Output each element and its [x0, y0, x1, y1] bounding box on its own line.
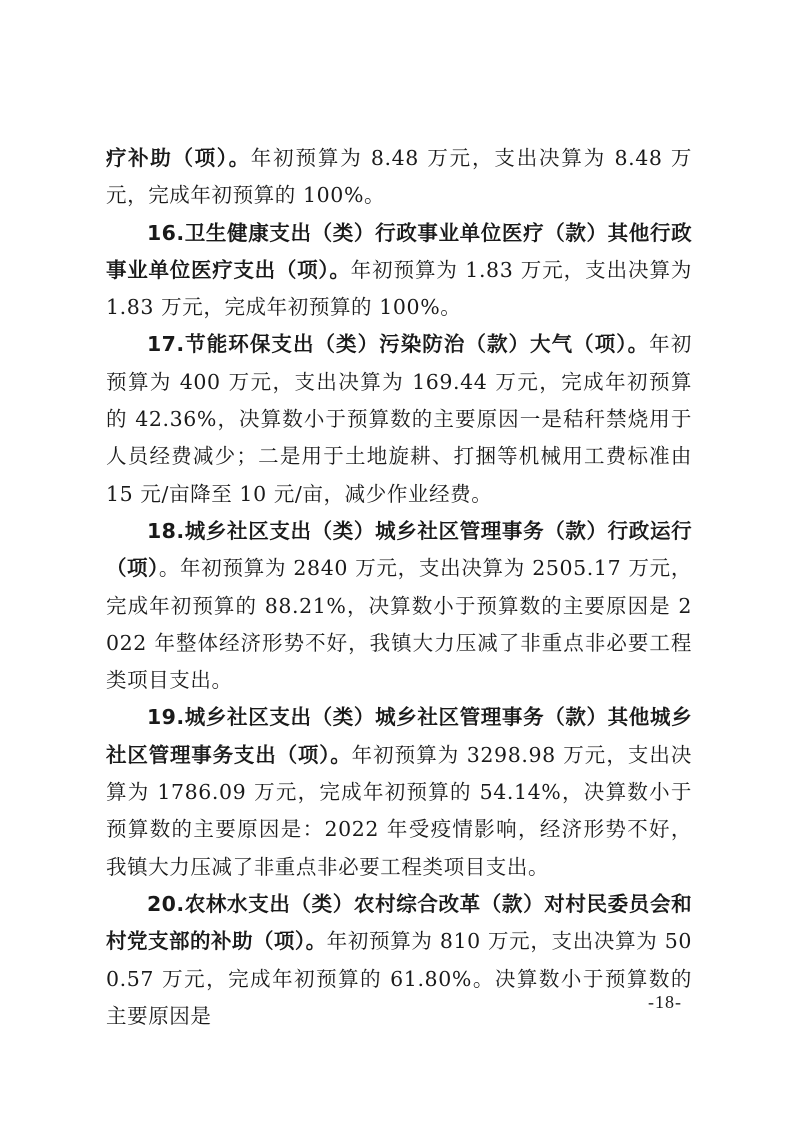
paragraph-17 — [106, 326, 692, 512]
item-heading: 20.农林水支出（类）农村综合改革（款）对村民委员会和村党支部的补助（项）。 — [106, 891, 692, 954]
paragraph-18 — [106, 513, 692, 699]
item-body: 年初预算为 810 万元，支出决算为 500.57 万元，完成年初预算的 61.80%。决算数小于预算数的主要原因是 — [106, 929, 692, 1028]
item-body: 。年初预算为 2840 万元，支出决算为 2505.17 万元，完成年初预算的 88.21%，决算数小于预算数的主要原因是 2022 年整体经济形势不好，我镇大力压减了非重点非必要工程类项目支出。 — [106, 556, 692, 693]
item-heading: 疗补助（项）。 — [106, 146, 251, 170]
item-body: 年初预算为 3298.98 万元，支出决算为 1786.09 万元，完成年初预算的 54.14%，决算数小于预算数的主要原因是：2022 年受疫情影响，经济形势不好，我镇大力压减了非重点非必要工程类项目支出。 — [106, 742, 692, 879]
page-number: -18- — [648, 992, 682, 1012]
item-body: 年初预算为 1.83 万元，支出决算为 1.83 万元，完成年初预算的 100%。 — [106, 257, 692, 320]
paragraph-15 — [106, 140, 692, 215]
item-heading: 17.节能环保支出（类）污染防治（款）大气（项）。 — [147, 332, 650, 357]
paragraph-20 — [106, 886, 692, 1035]
item-heading: 18.城乡社区支出（类）城乡社区管理事务（款）行政运行（项） — [106, 518, 692, 581]
item-body: 年初预算为 400 万元，支出决算为 169.44 万元，完成年初预算的 42.36%，决算数小于预算数的主要原因一是秸秆禁烧用于人员经费减少；二是用于土地旋耕、打捆等机械用工费标准由 15 元/亩降至 10 元/亩，减少作业经费。 — [106, 332, 692, 506]
paragraph-16 — [106, 215, 692, 327]
item-heading: 16.卫生健康支出（类）行政事业单位医疗（款）其他行政事业单位医疗支出（项）。 — [106, 220, 692, 282]
body-text — [106, 140, 692, 1035]
item-heading: 19.城乡社区支出（类）城乡社区管理事务（款）其他城乡社区管理事务支出（项）。 — [106, 705, 692, 767]
paragraph-19 — [106, 699, 692, 885]
item-body: 年初预算为 8.48 万元，支出决算为 8.48 万元，完成年初预算的 100%。 — [106, 146, 692, 208]
